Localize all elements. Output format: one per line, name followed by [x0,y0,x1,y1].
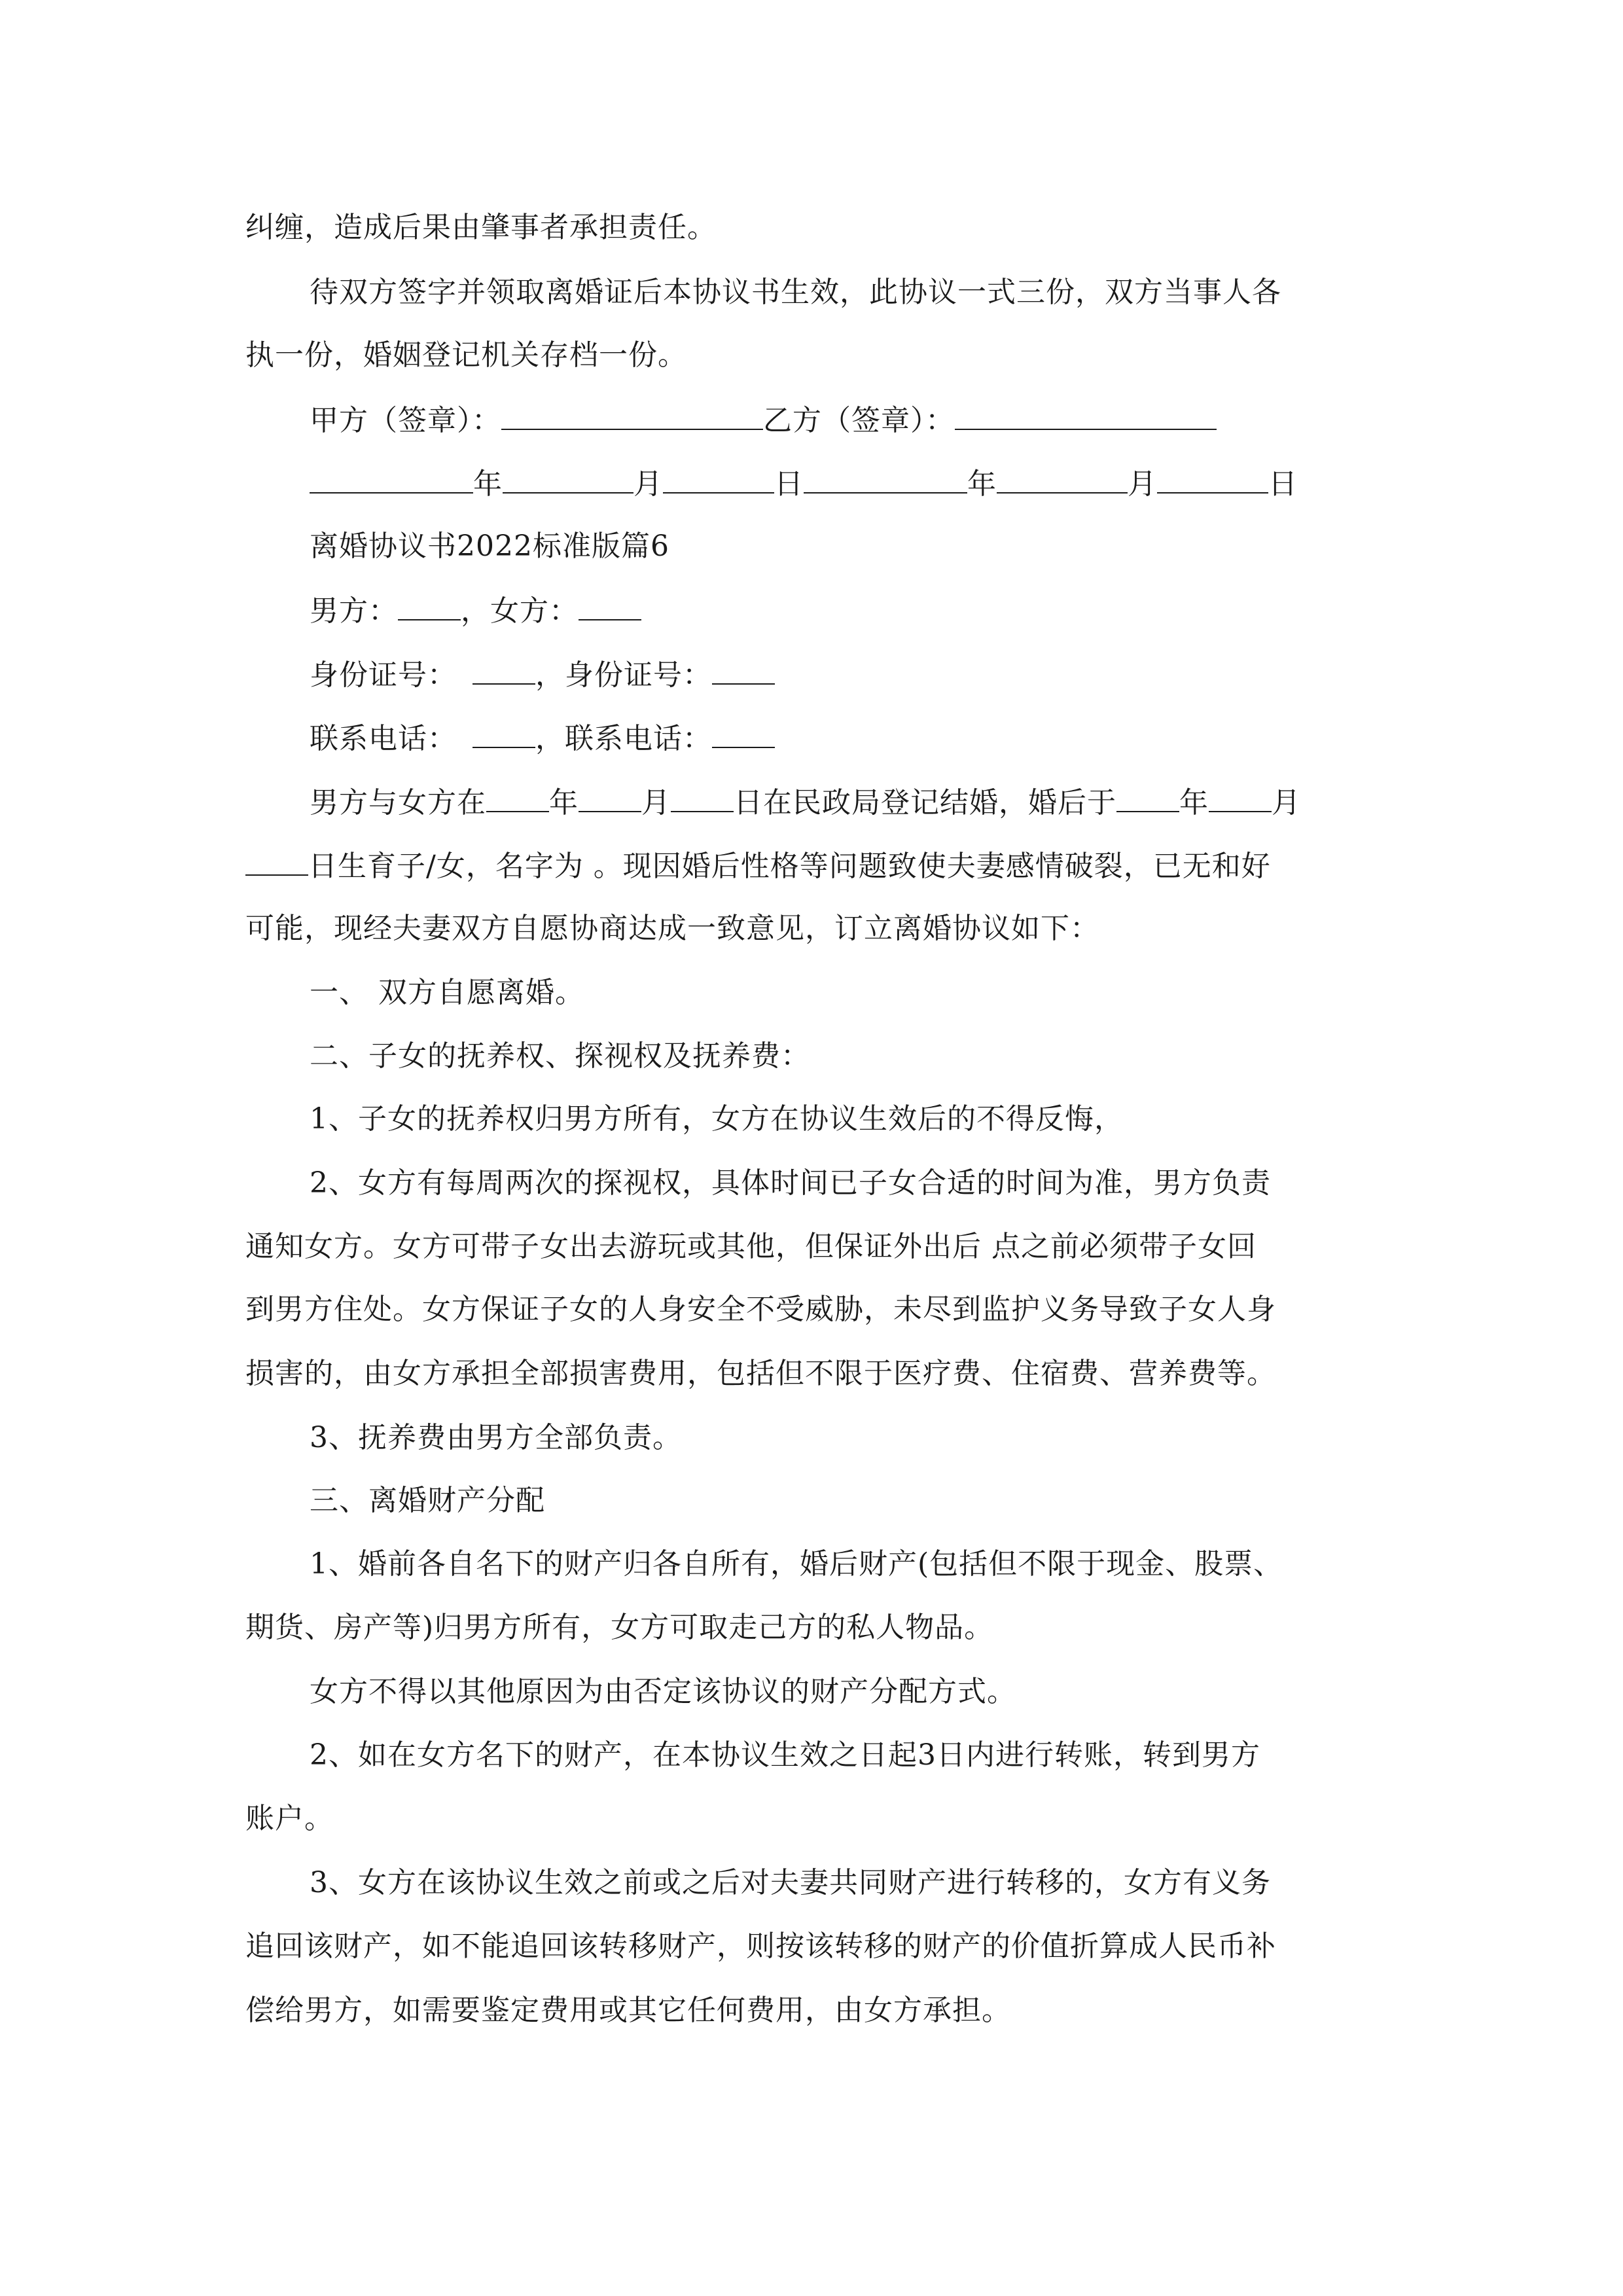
date-line [310,463,1298,503]
name-line [310,590,641,630]
year-blank [804,463,967,493]
party-b-signature-label: 乙方（签章）： [763,404,955,437]
paragraph-line: 通知女方。女方可带子女出去游玩或其他，但保证外出后 点之前必须带子女回 [245,1230,1257,1263]
year-label: 年 [473,467,503,501]
female-id-label: ，身份证号： [535,658,712,692]
marriage-text: 年 [1179,786,1209,819]
paragraph-line: 女方不得以其他原因为由否定该协议的财产分配方式。 [310,1675,1016,1708]
paragraph-line: 追回该财产，如不能追回该转移财产，则按该转移的财产的价值折算成人民币补 [245,1929,1276,1963]
day-label: 日 [1268,467,1298,501]
id-line [310,655,775,694]
paragraph-line: 损害的，由女方承担全部损害费用，包括但不限于医疗费、住宿费、营养费等。 [245,1357,1276,1390]
female-id-blank [712,655,775,685]
male-id-label: 身份证号： [310,658,457,692]
female-phone-label: ，联系电话： [535,722,712,755]
marriage-month-blank [579,782,641,812]
birth-month-blank [1209,782,1272,812]
marriage-text: 男方与女方在 [310,786,486,819]
paragraph-line: 纠缠，造成后果由肇事者承担责任。 [245,211,717,244]
clause-item: 1、婚前各自名下的财产归各自所有，婚后财产(包括但不限于现金、股票、 [310,1547,1283,1581]
year-label: 年 [967,467,997,501]
marriage-text: 月 [1272,786,1301,819]
month-blank [997,463,1128,493]
day-blank [663,463,774,493]
male-name-blank [398,590,461,620]
marriage-day-blank [671,782,734,812]
marriage-text: 日生育子/女，名字为 。现因婚后性格等问题致使夫妻感情破裂，已无和好 [308,850,1271,883]
female-label: ，女方： [461,594,579,628]
paragraph-line: 到男方住处。女方保证子女的人身安全不受威胁，未尽到监护义务导致子女人身 [245,1293,1276,1326]
month-label: 月 [633,467,663,501]
signature-line [310,400,1217,439]
male-phone-label: 联系电话： [310,722,457,755]
female-name-blank [579,590,641,620]
paragraph-line: 待双方签字并领取离婚证后本协议书生效，此协议一式三份，双方当事人各 [310,276,1281,309]
phone-line [310,718,775,757]
marriage-text: 月 [641,786,671,819]
day-blank [1157,463,1268,493]
paragraph-line: 期货、房产等)归男方所有，女方可取走己方的私人物品。 [245,1611,994,1644]
marriage-line [310,782,1301,821]
marriage-text: 日在民政局登记结婚，婚后于 [734,786,1116,819]
male-phone-blank [473,718,535,748]
male-label: 男方： [310,594,398,628]
clause-heading: 一、 双方自愿离婚。 [310,976,584,1009]
male-id-blank [473,655,535,685]
paragraph-line: 执一份，婚姻登记机关存档一份。 [245,338,687,372]
party-a-signature-label: 甲方（签章）： [310,404,501,437]
day-label: 日 [774,467,804,501]
marriage-text: 年 [549,786,579,819]
clause-item: 2、女方有每周两次的探视权，具体时间已子女合适的时间为准，男方负责 [310,1166,1271,1200]
clause-item: 1、子女的抚养权归男方所有，女方在协议生效后的不得反悔， [310,1102,1124,1136]
year-blank [310,463,473,493]
clause-item: 2、如在女方名下的财产，在本协议生效之日起3日内进行转账，转到男方 [310,1738,1260,1772]
paragraph-line: 可能，现经夫妻双方自愿协商达成一致意见，订立离婚协议如下： [245,912,1099,945]
clause-heading: 三、离婚财产分配 [310,1484,545,1517]
month-blank [503,463,633,493]
marriage-year-blank [486,782,549,812]
birth-year-blank [1116,782,1179,812]
marriage-line-2 [245,846,1271,885]
paragraph-line: 偿给男方，如需要鉴定费用或其它任何费用，由女方承担。 [245,1994,1011,2027]
clause-item: 3、女方在该协议生效之前或之后对夫妻共同财产进行转移的，女方有义务 [310,1866,1271,1899]
party-b-signature-blank [955,400,1217,430]
month-label: 月 [1128,467,1157,501]
party-a-signature-blank [501,400,763,430]
clause-item: 3、抚养费由男方全部负责。 [310,1421,682,1454]
female-phone-blank [712,718,775,748]
section-title: 离婚协议书2022标准版篇6 [310,529,669,563]
birth-day-blank [245,846,308,876]
clause-heading: 二、子女的抚养权、探视权及抚养费： [310,1039,810,1073]
paragraph-line: 账户。 [245,1802,334,1835]
